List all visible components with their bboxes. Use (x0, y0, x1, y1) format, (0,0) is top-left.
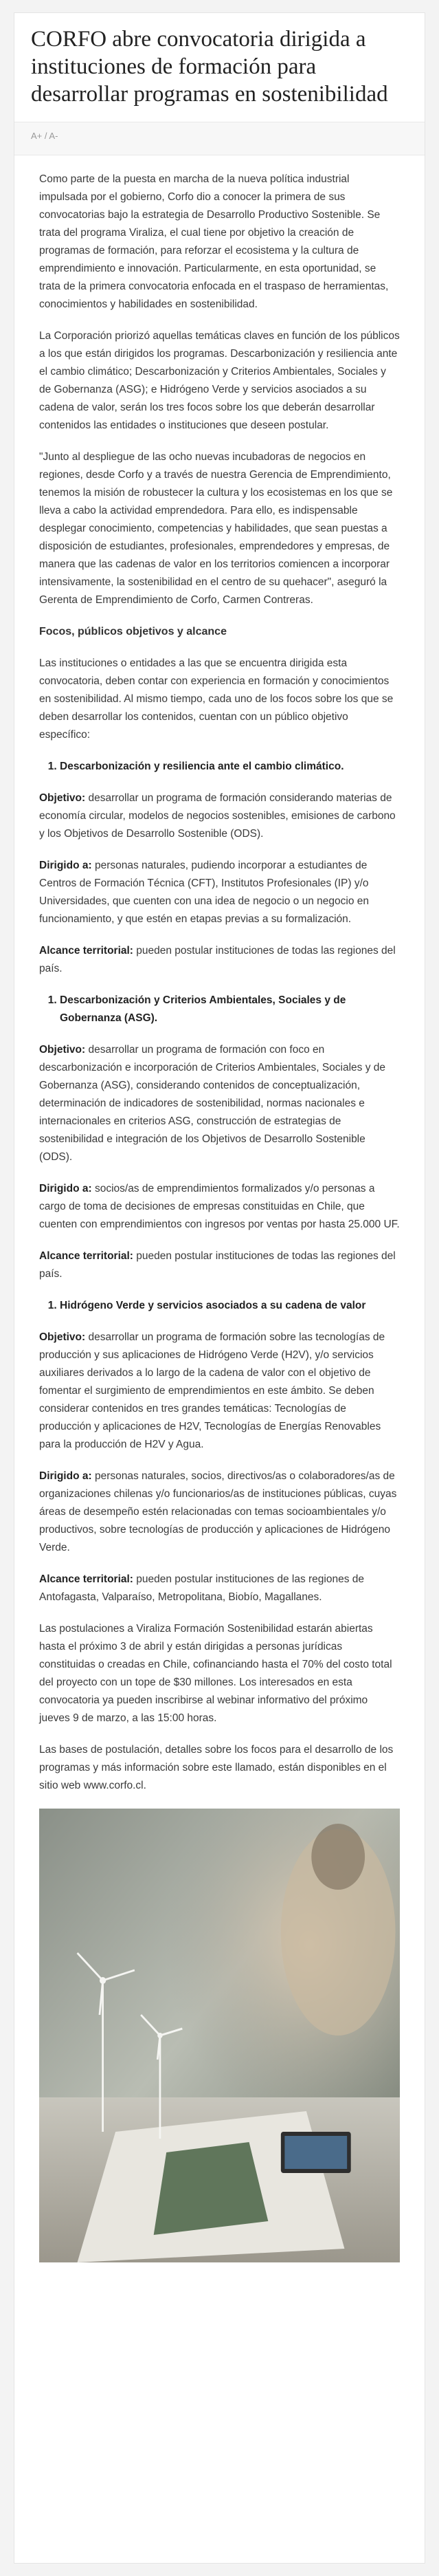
quote-paragraph: "Junto al despliegue de las ocho nuevas incubadoras de negocios en regiones, desde Corfo y a través de nuestra Gerencia de Emprendimiento, tenemos la misión de robustecer la cultura y los ecosistemas en los que se lleva a cabo la actividad emprendedora. Para ello, es indispensable desplegar conocimiento, competencias y habilidades, que sean puestas a disposición de estudiantes, profesionales, emprendedores y empresas, de manera que las cadenas de valor en los territorios comiencen a incorporar intensivamente, la sostenibilidad en el centro de su quehacer", aseguró la Gerenta de Emprendimiento de Corfo, Carmen Contreras. (39, 451, 393, 606)
article-card (14, 12, 425, 2564)
focus-audience (39, 1180, 400, 1234)
objective-label: Objetivo: (39, 1044, 86, 1056)
intro-paragraph: Como parte de la puesta en marcha de la nueva política industrial impulsada por el gobierno, Corfo dio a conocer la primera de sus convocatorias bajo la estrategia de Desarrollo Productivo Sostenible. Se trata del programa Viraliza, el cual tiene por objetivo la creación de programas de formación, para reforzar el ecosistema y la cultura de emprendimiento e innovación. Particularmente, en esta oportunidad, se trata de la primera convocatoria enfocada en el traspaso de herramientas, conocimientos y habilidades en sostenibilidad. (39, 173, 389, 310)
section-heading: Focos, públicos objetivos y alcance (39, 626, 227, 637)
scope-label: Alcance territorial: (39, 945, 133, 957)
font-size-controls (14, 122, 425, 155)
applications-paragraph (39, 1620, 400, 1727)
scope-text: pueden postular instituciones de todas las regiones del país. (39, 945, 396, 974)
focus-list (39, 992, 400, 1027)
focus-scope (39, 1571, 400, 1606)
objective-text: desarrollar un programa de formación sobre las tecnologías de producción y sus aplicaciones de Hidrógeno Verde (H2V), y/o servicios auxiliares derivados a lo largo de la cadena de valor con el objetivo de fomentar el surgimiento de emprendimientos en este ámbito. Se deben considerar contenidos en tres grandes temáticas: Tecnologías de producción y aplicaciones de H2V, Tecnologías de Energías Renovables para la producción de H2V y Agua. (39, 1331, 385, 1450)
audience-text: personas naturales, socios, directivos/as o colaboradores/as de organizaciones chilenas y/o funcionarios/as de instituciones públicas, cuyas áreas de desempeño estén relacionadas con temas socioambientales y/o productivos, sobre tecnologías de producción y aplicaciones de Hidrógeno Verde. (39, 1470, 397, 1553)
focus-scope (39, 1247, 400, 1283)
text-span: . (143, 1780, 146, 1791)
scope-text: pueden postular instituciones de las regiones de Antofagasta, Valparaíso, Metropolitana, Biobío, Magallanes. (39, 1573, 365, 1603)
scope-label: Alcance territorial: (39, 1573, 133, 1585)
scope-label: Alcance territorial: (39, 1250, 133, 1262)
text-span: Las bases de postulación, detalles sobre los focos para el desarrollo de los programas y más información sobre este llamado, están disponibles en el sitio web (39, 1744, 394, 1791)
decrease-font-button[interactable]: A- (49, 131, 58, 141)
text-span: al webinar informativo del próximo jueves 9 de marzo, a las 15:00 horas. (39, 1694, 368, 1724)
focus-title: 1. Hidrógeno Verde y servicios asociados a su cadena de valor (60, 1297, 400, 1315)
text-span: Las postulaciones a (39, 1623, 137, 1635)
focus-objective (39, 1041, 400, 1166)
objective-text: desarrollar un programa de formación con foco en descarbonización e incorporación de Criterios Ambientales, Sociales y de Gobernanza (ASG), considerando contenidos de conceptualización, determinación de indicadores de sostenibilidad, normas nacionales e internacionales en criterios ASG, construcción de estrategias de sostenibilidad e integración de los Objetivos de Desarrollo Sostenible (ODS). (39, 1044, 386, 1163)
corfo-website-link[interactable]: www.corfo.cl (83, 1780, 144, 1791)
focus-audience (39, 1467, 400, 1557)
focus-scope (39, 942, 400, 978)
scope-text: pueden postular instituciones de todas las regiones del país. (39, 1250, 396, 1280)
article-photo-wind-turbines (39, 1809, 400, 2262)
viraliza-link[interactable]: Viraliza Formación Sostenibilidad (136, 1623, 294, 1635)
audience-label: Dirigido a: (39, 1470, 92, 1482)
focus-list (39, 758, 400, 776)
focus-objective (39, 1329, 400, 1454)
focus-audience (39, 857, 400, 928)
audience-label: Dirigido a: (39, 860, 92, 871)
text-span: estarán abiertas hasta el próximo 3 de abril y están dirigidas a personas jurídicas constituidas o creadas en Chile, cofinanciando hasta el 70% del costo total del proyecto con un tope de $30 millones. Los interesados en esta convocatoria ya pueden (39, 1623, 392, 1706)
target-audience-paragraph: Las instituciones o entidades a las que se encuentra dirigida esta convocatoria, deben contar con experiencia en formación y conocimientos en sostenibilidad. Al mismo tiempo, cada uno de los focos sobre los que se deben desarrollar los contenidos, cuentan con un público objetivo específico: (39, 657, 394, 741)
focus-list (39, 1297, 400, 1315)
more-info-paragraph (39, 1741, 400, 1795)
webinar-signup-link[interactable]: inscribirse (155, 1694, 203, 1706)
font-controls-separator: / (44, 131, 47, 141)
focus-objective (39, 789, 400, 843)
objective-label: Objetivo: (39, 792, 86, 804)
priorities-paragraph: La Corporación priorizó aquellas temáticas claves en función de los públicos a los que están dirigidos los programas. Descarbonización y resiliencia ante el cambio climático; Descarbonización y Criterios Ambientales, Sociales y de Gobernanza (ASG); e Hidrógeno Verde y servicios asociados a su cadena de valor, serán los tres focos sobre los que deberán desarrollar contenidos las entidades o instituciones que deseen postular. (39, 330, 400, 431)
objective-text: desarrollar un programa de formación considerando materias de economía circular, modelos de negocios sostenibles, emisiones de carbono y los Objetivos de Desarrollo Sostenible (ODS). (39, 792, 396, 840)
article-body (14, 155, 425, 2269)
increase-font-button[interactable]: A+ (31, 131, 43, 141)
focus-title: 1. Descarbonización y Criterios Ambientales, Sociales y de Gobernanza (ASG). (60, 992, 400, 1027)
audience-text: personas naturales, pudiendo incorporar a estudiantes de Centros de Formación Técnica (CFT), Institutos Profesionales (IP) y/o Universidades, que cuenten con una idea de negocio o un negocio en funcionamiento, y que estén en etapas previas a su formalización. (39, 860, 370, 925)
article-title: CORFO abre convocatoria dirigida a instituciones de formación para desarrollar programas en sostenibilidad (31, 27, 388, 107)
audience-label: Dirigido a: (39, 1183, 92, 1194)
focus-title: 1. Descarbonización y resiliencia ante el cambio climático. (60, 758, 400, 776)
audience-text: socios/as de emprendimientos formalizados y/o personas a cargo de toma de decisiones de empresas constituidas en Chile, que cuenten con emprendimientos con ingresos por ventas por hasta 25.000 UF. (39, 1183, 400, 1230)
objective-label: Objetivo: (39, 1331, 86, 1343)
